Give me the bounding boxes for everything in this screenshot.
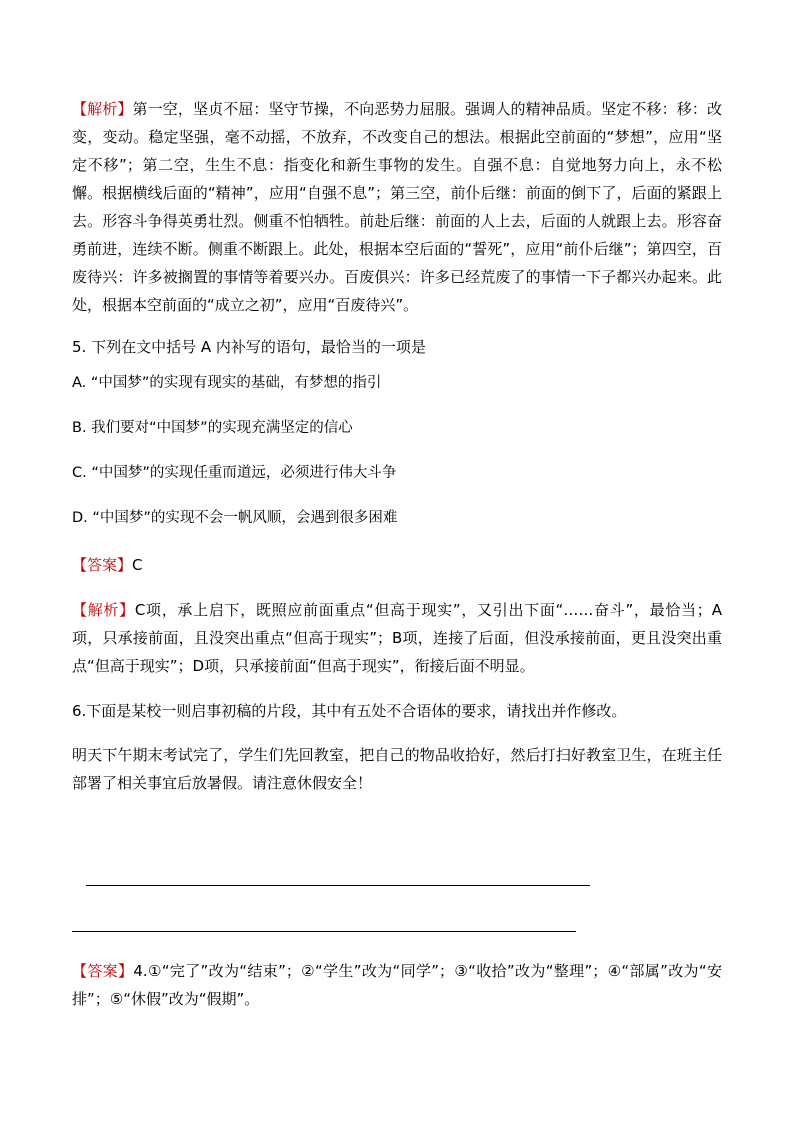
explanation-text: C项，承上启下，既照应前面重点“但高于现实”，又引出下面“……奋斗”，最恰当；A项，只承接前面，且没突出重点“但高于现实”；B项，连接了后面，但没承接前面，更且没突出重点“但高于现实”；D项，只承接前面“但高于现实”，衔接后面不明显。 xyxy=(72,601,722,675)
answer-tag: 【答案】 xyxy=(72,962,134,980)
answer-blank-line-2 xyxy=(72,931,576,932)
answer-6 xyxy=(72,957,722,1013)
option-a: A. “中国梦”的实现有现实的基础，有梦想的指引 xyxy=(72,375,382,391)
notice-draft: 明天下午期末考试完了，学生们先回教室，把自己的物品收拾好，然后打扫好教室卫生，在班主任部署了相关事宜后放暑假。请注意休假安全！ xyxy=(72,746,722,792)
answer-text: 4.①“完了”改为“结束”；②“学生”改为“同学”；③“收拾”改为“整理”；④“部属”改为“安排”；⑤“休假”改为“假期”。 xyxy=(72,962,722,1008)
question-6-stem: 6.下面是某校一则启事初稿的片段，其中有五处不合语体的要求，请找出并作修改。 xyxy=(72,702,627,720)
explanation-tag: 【解析】 xyxy=(72,601,135,619)
explanation-text: 第一空，坚贞不屈：坚守节操，不向恶势力屈服。强调人的精神品质。坚定不移：移：改变，变动。稳定坚强，毫不动摇，不放弃，不改变自己的想法。根据此空前面的“梦想”，应用“坚定不移”；第二空，生生不息：指变化和新生事物的发生。自强不息：自觉地努力向上，永不松懈。根据横线后面的“精神”，应用“自强不息”；第三空，前仆后继：前面的倒下了，后面的紧跟上去。形容斗争得英勇壮烈。侧重不怕牺牲。前赴后继：前面的人上去，后面的人就跟上去。形容奋勇前进，连续不断。侧重不断跟上。此处，根据本空后面的“誓死”，应用“前仆后继”；第四空，百废待兴：许多被搁置的事情等着要兴办。百废俱兴：许多已经荒废了的事情一下子都兴办起来。此处，根据本空前面的“成立之初”，应用“百废待兴”。 xyxy=(72,100,722,314)
explanation-tag: 【解析】 xyxy=(72,100,133,118)
option-c: C. “中国梦”的实现任重而道远，必须进行伟大斗争 xyxy=(72,465,397,481)
answer-5 xyxy=(72,551,722,579)
option-b: B. 我们要对“中国梦”的实现充满坚定的信心 xyxy=(72,420,353,436)
explanation-5 xyxy=(72,596,722,680)
answer-blank-line-1 xyxy=(86,885,590,886)
explanation-1 xyxy=(72,95,722,319)
question-5-stem: 5. 下列在文中括号 A 内补写的语句，最恰当的一项是 xyxy=(72,338,426,356)
option-d: D. “中国梦”的实现不会一帆风顺，会遇到很多困难 xyxy=(72,510,398,526)
answer-tag: 【答案】 xyxy=(72,556,133,574)
document-body xyxy=(72,95,722,797)
answer-value: C xyxy=(132,556,143,574)
